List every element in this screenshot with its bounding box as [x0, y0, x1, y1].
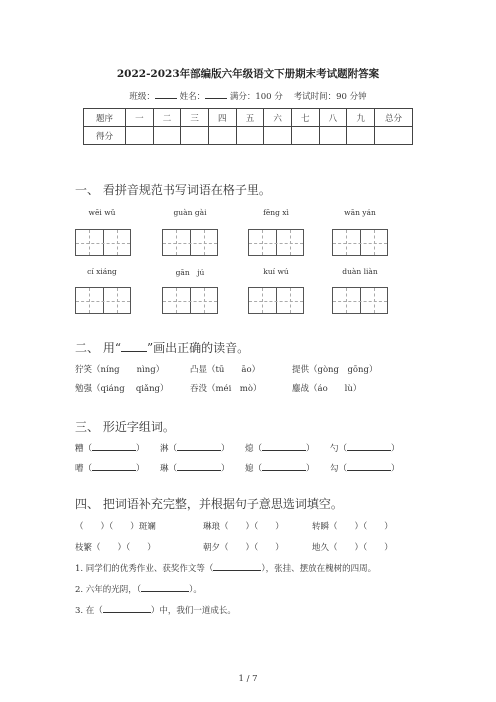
pinyin-label: kuí wú	[263, 267, 289, 276]
score-cell[interactable]	[375, 127, 413, 145]
sentence-1: 1. 同学们的优秀作业、获奖作文等（ ），张挂、摆放在槐树的四周。	[75, 564, 377, 574]
page-number: 1 / 7	[238, 674, 258, 684]
header-cell: 九	[347, 109, 375, 127]
reading-item: 勉强（qiáng qiǎng）	[75, 384, 169, 394]
word-item: 勾（ ）	[330, 464, 400, 474]
reading-item: 鏖战（áo lù）	[292, 384, 362, 394]
pinyin-label: gān jú	[175, 268, 205, 277]
word-item: 糟（ ）	[75, 444, 145, 454]
idiom-item: 朝夕（ ）（ ）	[203, 543, 284, 553]
section4-heading: 四、 把词语补充完整，并根据句子意思选词填空。	[75, 497, 343, 511]
idiom-item: 转瞬（ ）（ ）	[312, 522, 393, 532]
pinyin-label: guàn gài	[173, 208, 207, 217]
header-cell: 八	[319, 109, 347, 127]
answer-blank[interactable]	[262, 442, 306, 451]
score-cell[interactable]	[208, 127, 236, 145]
score-cell[interactable]	[319, 127, 347, 145]
sentence-3: 3. 在（ ）中，我们一道成长。	[75, 606, 236, 616]
section2-heading: 二、 用“ ”画出正确的读音。	[75, 341, 250, 355]
score-cell[interactable]	[264, 127, 292, 145]
word-item: 媳（ ）	[245, 464, 315, 474]
sentence-2: 2. 六年的光阴，（ ）。	[75, 585, 202, 595]
header-cell: 五	[236, 109, 264, 127]
pinyin-label: wēi wǔ	[88, 208, 116, 217]
name-label: 姓名：	[179, 92, 206, 102]
writing-grid[interactable]	[162, 287, 218, 314]
answer-blank[interactable]	[262, 462, 306, 471]
score-table	[83, 108, 413, 145]
header-cell: 二	[153, 109, 181, 127]
score-cell[interactable]	[153, 127, 181, 145]
name-blank	[205, 89, 227, 99]
pinyin-label: cí xiáng	[87, 267, 117, 276]
answer-blank[interactable]	[141, 583, 189, 592]
underline-sample	[121, 341, 147, 352]
exam-time: 考试时间：90 分钟	[293, 92, 367, 102]
idiom-item: （ ）（ ）斑斓	[75, 522, 156, 532]
score-cell[interactable]	[236, 127, 264, 145]
word-item: 勺（ ）	[330, 444, 400, 454]
full-score: 满分：100 分	[229, 92, 283, 102]
reading-item: 狞笑（níng nìng）	[75, 365, 165, 375]
score-cell[interactable]	[181, 127, 209, 145]
word-item: 熄（ ）	[245, 444, 315, 454]
answer-blank[interactable]	[92, 462, 136, 471]
answer-blank[interactable]	[177, 462, 221, 471]
writing-grid[interactable]	[332, 229, 388, 256]
header-cell: 六	[264, 109, 292, 127]
score-cell[interactable]	[347, 127, 375, 145]
writing-grid[interactable]	[248, 229, 304, 256]
header-cell: 四	[208, 109, 236, 127]
idiom-item: 地久（ ）（ ）	[312, 543, 393, 553]
answer-blank[interactable]	[213, 562, 261, 571]
answer-blank[interactable]	[103, 604, 151, 613]
reading-item: 提供（gòng gōng）	[292, 365, 378, 375]
word-item: 琳（ ）	[160, 464, 230, 474]
page-title: 2022-2023年部编版六年级语文下册期末考试题附答案	[116, 68, 380, 80]
writing-grid[interactable]	[248, 287, 304, 314]
pinyin-label: duàn liàn	[342, 267, 378, 276]
answer-blank[interactable]	[347, 462, 391, 471]
header-cell: 一	[126, 109, 154, 127]
header-cell: 题序	[84, 109, 126, 127]
class-blank	[155, 89, 177, 99]
pinyin-label: fēng xì	[263, 208, 289, 217]
header-cell: 七	[291, 109, 319, 127]
reading-item: 吞没（méi mò）	[190, 384, 262, 394]
score-cell[interactable]	[291, 127, 319, 145]
section3-heading: 三、 形近字组词。	[75, 420, 175, 434]
header-cell: 总分	[375, 109, 413, 127]
score-table-row	[84, 127, 413, 145]
score-cell[interactable]	[126, 127, 154, 145]
header-cell: 三	[181, 109, 209, 127]
writing-grid[interactable]	[75, 287, 131, 314]
writing-grid[interactable]	[332, 287, 388, 314]
section1-heading: 一、 看拼音规范书写词语在格子里。	[75, 183, 271, 197]
idiom-item: 琳琅（ ）（ ）	[203, 522, 284, 532]
answer-blank[interactable]	[177, 442, 221, 451]
exam-info	[0, 89, 496, 102]
answer-blank[interactable]	[347, 442, 391, 451]
answer-blank[interactable]	[92, 442, 136, 451]
score-table-header	[84, 109, 413, 127]
writing-grid[interactable]	[162, 229, 218, 256]
reading-item: 凸显（tū āo）	[190, 365, 261, 375]
writing-grid[interactable]	[75, 229, 131, 256]
row-label: 得分	[84, 127, 126, 145]
word-item: 嘈（ ）	[75, 464, 145, 474]
class-label: 班级：	[129, 92, 155, 102]
idiom-item: 枝繁（ ）（ ）	[75, 543, 156, 553]
pinyin-label: wān yán	[344, 208, 376, 217]
word-item: 淋（ ）	[160, 444, 230, 454]
